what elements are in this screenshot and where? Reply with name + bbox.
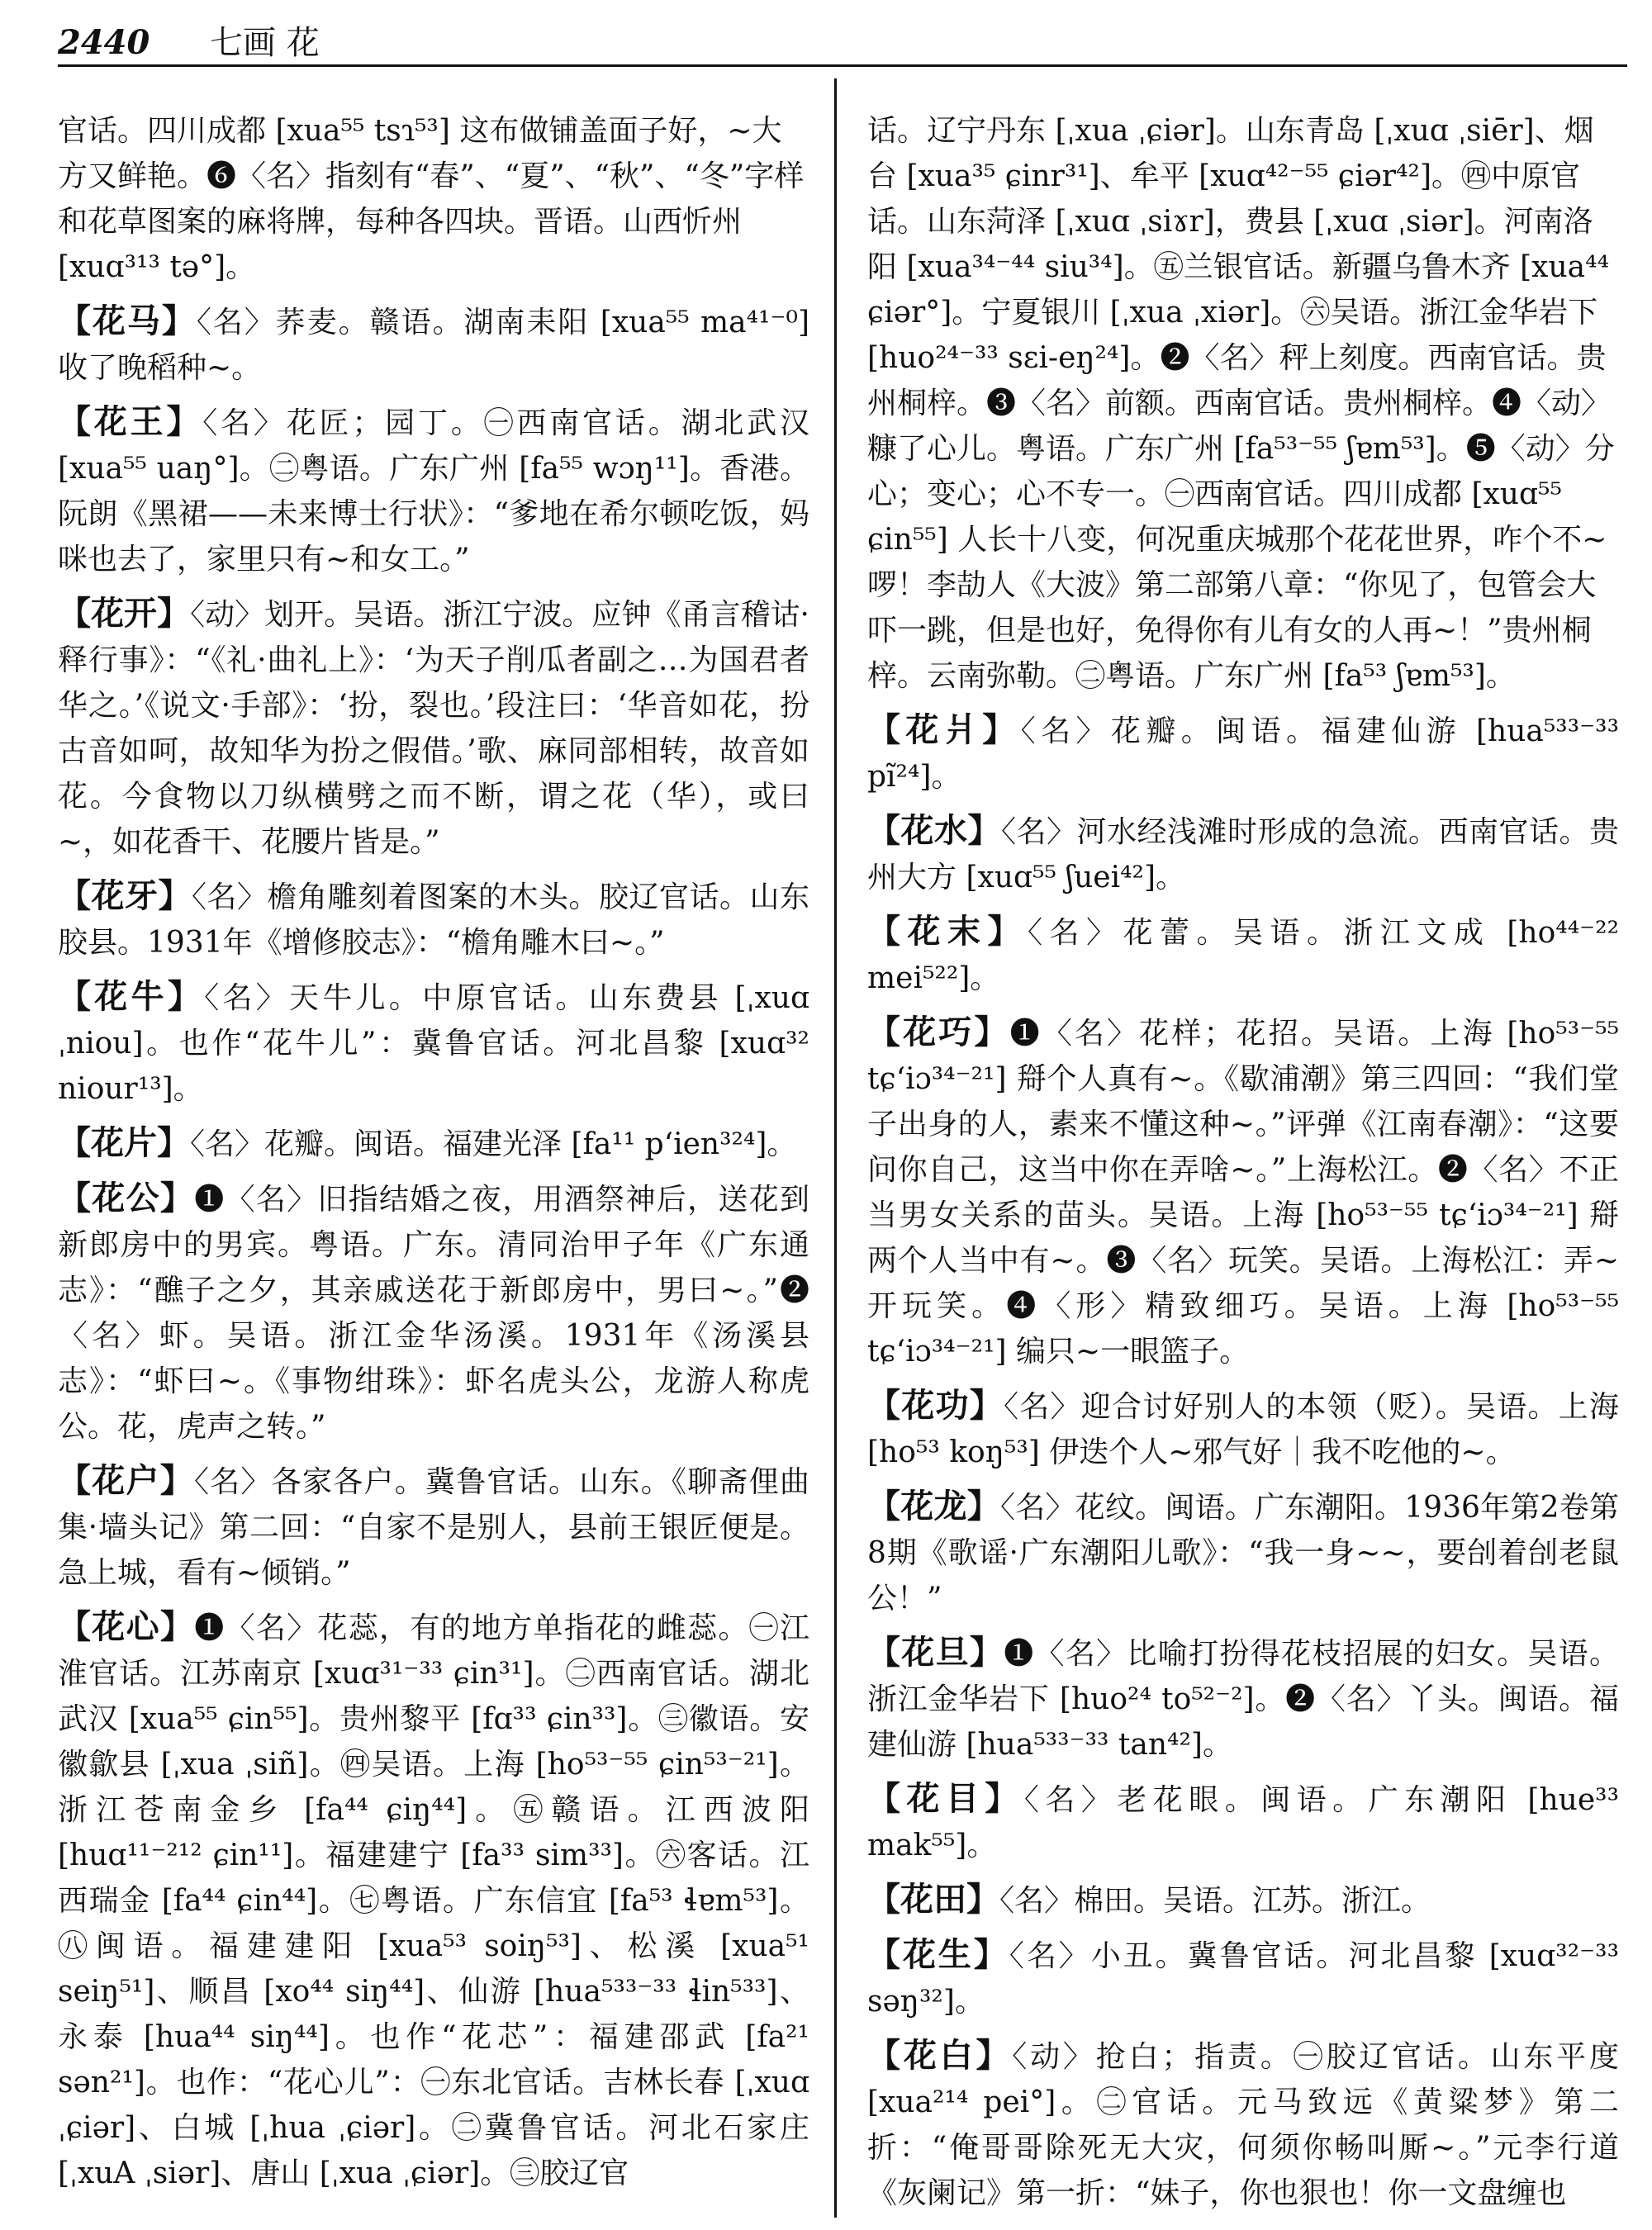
right-continuation-text: 话。辽宁丹东 [ˌxua ˌɕiər]。山东青岛 [ˌxuɑ ˌsiēr]、烟台 [xua³⁵ ɕinr³¹]、牟平 [xuɑ⁴²⁻⁵⁵ ɕiər⁴²]。㊃中原官话。山东菏泽 [ˌxuɑ ˌsiɤr]，费县 [ˌxuɑ ˌsiər]。河南洛阳 [xua³⁴⁻⁴⁴ siu³⁴]。㊄兰银官话。新疆乌鲁木齐 [xua⁴⁴ ɕiər°]。宁夏银川 [ˌxua ˌxiər]。㊅吴语。浙江金华岩下 [huo²⁴⁻³³ sɛi-eŋ²⁴]。❷〈名〉秤上刻度。西南官话。贵州桐梓。❸〈名〉前额。西南官话。贵州桐梓。❹〈动〉糠了心儿。粤语。广东广州 [fa⁵³⁻⁵⁵ ʃɐm⁵³]。❺〈动〉分心；变心；心不专一。㊀西南官话。四川成都 [xuɑ⁵⁵ ɕin⁵⁵] 人长十八变，何况重庆城那个花花世界，咋个不~啰！李劼人《大波》第二部第八章：“你见了，包管会大吓一跳，但是也好，免得你有儿有女的人再~！”贵州桐梓。云南弥勒。㊁粤语。广东广州 [fa⁵³ ʃɐm⁵³]。	[867, 114, 1615, 693]
dictionary-entry	[867, 1383, 1619, 1475]
dictionary-entry	[58, 1458, 809, 1596]
entry-headword: 【花王】	[58, 402, 203, 441]
dictionary-entry	[58, 1604, 809, 2196]
dictionary-entry	[867, 1877, 1619, 1924]
entry-headword: 【花牙】	[58, 876, 192, 915]
dictionary-entry	[58, 399, 809, 582]
entry-headword: 【花开】	[58, 594, 191, 633]
entry-definition: ❶〈名〉比喻打扮得花枝招展的妇女。吴语。浙江金华岩下 [huo²⁴ to⁵²⁻²]。❷〈名〉丫头。闽语。福建仙游 [hua⁵³³⁻³³ tan⁴²]。	[867, 1637, 1619, 1762]
entry-headword: 【花公】	[58, 1179, 195, 1217]
entry-headword: 【花户】	[58, 1461, 194, 1500]
entry-definition: 〈名〉河水经浅滩时形成的急流。西南官话。贵州大方 [xuɑ⁵⁵ ʃuei⁴²]。	[867, 815, 1619, 894]
entry-headword: 【花马】	[58, 301, 197, 340]
right-entry-list	[867, 707, 1619, 2216]
dictionary-entry	[58, 298, 809, 391]
dictionary-entry	[58, 1175, 809, 1450]
entry-definition: ❶〈名〉花蕊，有的地方单指花的雌蕊。㊀江淮官话。江苏南京 [xuɑ³¹⁻³³ ɕin³¹]。㊁西南官话。湖北武汉 [xua⁵⁵ ɕin⁵⁵]。贵州黎平 [fɑ³³ ɕin³³]。㊂徽语。安徽歙县 [ˌxua ˌsiñ]。㊃吴语。上海 [ho⁵³⁻⁵⁵ ɕin⁵³⁻²¹]。浙江苍南金乡 [fa⁴⁴ ɕiŋ⁴⁴]。㊄赣语。江西波阳 [huɑ¹¹⁻²¹² ɕin¹¹]。福建建宁 [fa³³ sim³³]。㊅客话。江西瑞金 [fa⁴⁴ ɕin⁴⁴]。㊆粤语。广东信宜 [fa⁵³ ɬɐm⁵³]。㊇闽语。福建建阳 [xua⁵³ soiŋ⁵³]、松溪 [xua⁵¹ seiŋ⁵¹]、顺昌 [xo⁴⁴ siŋ⁴⁴]、仙游 [hua⁵³³⁻³³ ɬin⁵³³]、永泰 [hua⁴⁴ siŋ⁴⁴]。也作“花芯”：福建邵武 [fa²¹ sən²¹]。也作：“花心儿”：㊀东北官话。吉林长春 [ˌxuɑ ˌɕiər]、白城 [ˌhua ˌɕiər]。㊁冀鲁官话。河北石家庄 [ˌxuA ˌsiər]、唐山 [ˌxua ˌɕiər]。㊂胶辽官	[58, 1611, 809, 2190]
left-entry-list	[58, 298, 809, 2196]
entry-definition: 〈名〉小丑。冀鲁官话。河北昌黎 [xuɑ³²⁻³³ səŋ³²]。	[867, 1939, 1619, 2019]
dictionary-entry	[867, 2033, 1619, 2216]
header-rule	[58, 64, 1627, 67]
dictionary-entry	[867, 1630, 1619, 1767]
entry-definition: 〈动〉抢白；指责。㊀胶辽官话。山东平度 [xua²¹⁴ pei°]。㊁官话。元马致远《黄粱梦》第二折：“俺哥哥除死无大灾，何须你畅叫厮~。”元李行道《灰阑记》第一折：“妹子，你也狠也！你一文盘缠也	[867, 2040, 1619, 2210]
entry-definition: 〈名〉荞麦。赣语。湖南耒阳 [xua⁵⁵ ma⁴¹⁻⁰] 收了晚稻种~。	[58, 306, 809, 385]
entry-headword: 【花爿】	[867, 710, 1021, 749]
page-number: 2440	[58, 23, 150, 62]
entry-definition: 〈名〉花蕾。吴语。浙江文成 [ho⁴⁴⁻²² mei⁵²²]。	[867, 916, 1619, 995]
entry-headword: 【花功】	[867, 1386, 1004, 1425]
entry-headword: 【花水】	[867, 811, 1001, 850]
entry-headword: 【花旦】	[867, 1633, 1004, 1672]
entry-headword: 【花巧】	[867, 1013, 1010, 1051]
entry-definition: 〈名〉各家各户。冀鲁官话。山东。《聊斋俚曲集·墙头记》第二回：“自家不是别人，县前王银匠便是。急上城，看有~倾销。”	[58, 1465, 809, 1590]
dictionary-entry	[867, 1483, 1619, 1621]
entry-definition: 〈名〉花匠；园丁。㊀西南官话。湖北武汉 [xua⁵⁵ uaŋ°]。㊁粤语。广东广州 [fa⁵⁵ wɔŋ¹¹]。香港。阮朗《黑裙——未来博士行状》：“爹地在希尔顿吃饭，妈咪也去了，家里只有~和女工。”	[58, 406, 809, 576]
entry-definition: 〈名〉天牛儿。中原官话。山东费县 [ˌxuɑ ˌniou]。也作“花牛儿”：冀鲁官话。河北昌黎 [xuɑ³² niour¹³]。	[58, 981, 809, 1106]
left-continuation-text: 官话。四川成都 [xua⁵⁵ tsɿ⁵³] 这布做铺盖面子好，~大方又鲜艳。❻〈名〉指刻有“春”、“夏”、“秋”、“冬”字样和花草图案的麻将牌，每种各四块。晋语。山西忻州 [xuɑ³¹³ tə°]。	[58, 114, 805, 284]
dictionary-entry	[867, 1932, 1619, 2024]
dictionary-entry	[867, 707, 1619, 799]
column-divider	[834, 78, 837, 2218]
section-title: 七画	[210, 24, 277, 62]
entry-definition: 〈动〉划开。吴语。浙江宁波。应钟《甬言稽诂·释行事》：“《礼·曲礼上》：‘为天子削瓜者副之…为国君者华之。’《说文·手部》：‘扮，裂也。’段注曰：‘华音如花，扮古音如呵，故知华为扮之假借。’歌、麻同部相转，故音如花。今食物以刀纵横劈之而不断，谓之花（华），或曰~，如花香干、花腰片皆是。”	[58, 598, 809, 859]
entry-headword: 【花心】	[58, 1607, 195, 1646]
entry-definition: ❶〈名〉花样；花招。吴语。上海 [ho⁵³⁻⁵⁵ tɕʻiɔ³⁴⁻²¹] 搿个人真有~。《歇浦潮》第三四回：“我们堂子出身的人，素来不懂这种~。”评弹《江南春潮》：“这要问你自己，这当中你在弄啥~。”上海松江。❷〈名〉不正当男女关系的苗头。吴语。上海 [ho⁵³⁻⁵⁵ tɕʻiɔ³⁴⁻²¹] 搿两个人当中有~。❸〈名〉玩笑。吴语。上海松江：弄~开玩笑。❹〈形〉精致细巧。吴语。上海 [ho⁵³⁻⁵⁵ tɕʻiɔ³⁴⁻²¹] 编只~一眼篮子。	[867, 1017, 1619, 1369]
entry-definition: ❶〈名〉旧指结婚之夜，用酒祭神后，送花到新郎房中的男宾。粤语。广东。清同治甲子年《广东通志》：“醮子之夕，其亲戚送花于新郎房中，男曰~。”❷〈名〉虾。吴语。浙江金华汤溪。1931年《汤溪县志》：“虾曰~。《事物绀珠》：虾名虎头公，龙游人称虎公。花，虎声之转。”	[58, 1183, 809, 1444]
entry-definition: 〈名〉花瓣。闽语。福建仙游 [hua⁵³³⁻³³ pĩ²⁴]。	[867, 714, 1619, 794]
dictionary-entry	[58, 591, 809, 865]
entry-headword: 【花龙】	[867, 1487, 1000, 1525]
entry-headword: 【花末】	[867, 912, 1028, 951]
dictionary-entry	[867, 909, 1619, 1001]
dictionary-entry	[58, 1120, 809, 1167]
right-column	[867, 78, 1619, 2218]
entry-headword: 【花田】	[867, 1880, 999, 1919]
entry-headword: 【花目】	[867, 1779, 1024, 1818]
entry-definition: 〈名〉老花眼。闽语。广东潮阳 [hue³³ mak⁵⁵]。	[867, 1783, 1619, 1862]
entry-headword: 【花白】	[867, 2036, 1013, 2075]
entry-definition: 〈名〉花瓣。闽语。福建光泽 [fa¹¹ pʻien³²⁴]。	[190, 1127, 797, 1161]
dictionary-entry	[58, 873, 809, 966]
entry-definition: 〈名〉檐角雕刻着图案的木头。胶辽官话。山东胶县。1931年《增修胶志》：“檐角雕木曰~。”	[58, 880, 809, 960]
dictionary-entry	[867, 1009, 1619, 1374]
dictionary-entry	[58, 974, 809, 1112]
entry-headword: 【花牛】	[58, 977, 205, 1016]
entry-definition: 〈名〉花纹。闽语。广东潮阳。1936年第2卷第8期《歌谣·广东潮阳儿歌》：“我一身~~，要刣着刣老鼠公！”	[867, 1491, 1619, 1616]
entry-headword: 【花片】	[58, 1123, 190, 1162]
entry-definition: 〈名〉迎合讨好别人的本领（贬）。吴语。上海 [ho⁵³ koŋ⁵³] 伊迭个人~邪气好｜我不吃他的~。	[867, 1390, 1619, 1469]
dictionary-entry	[867, 1776, 1619, 1868]
entry-headword: 【花生】	[867, 1935, 1009, 1974]
entry-definition: 〈名〉棉田。吴语。江苏。浙江。	[999, 1884, 1431, 1918]
left-column	[58, 78, 809, 2218]
dictionary-entry	[867, 808, 1619, 900]
page-header	[58, 17, 320, 66]
headword-character: 花	[286, 24, 320, 62]
